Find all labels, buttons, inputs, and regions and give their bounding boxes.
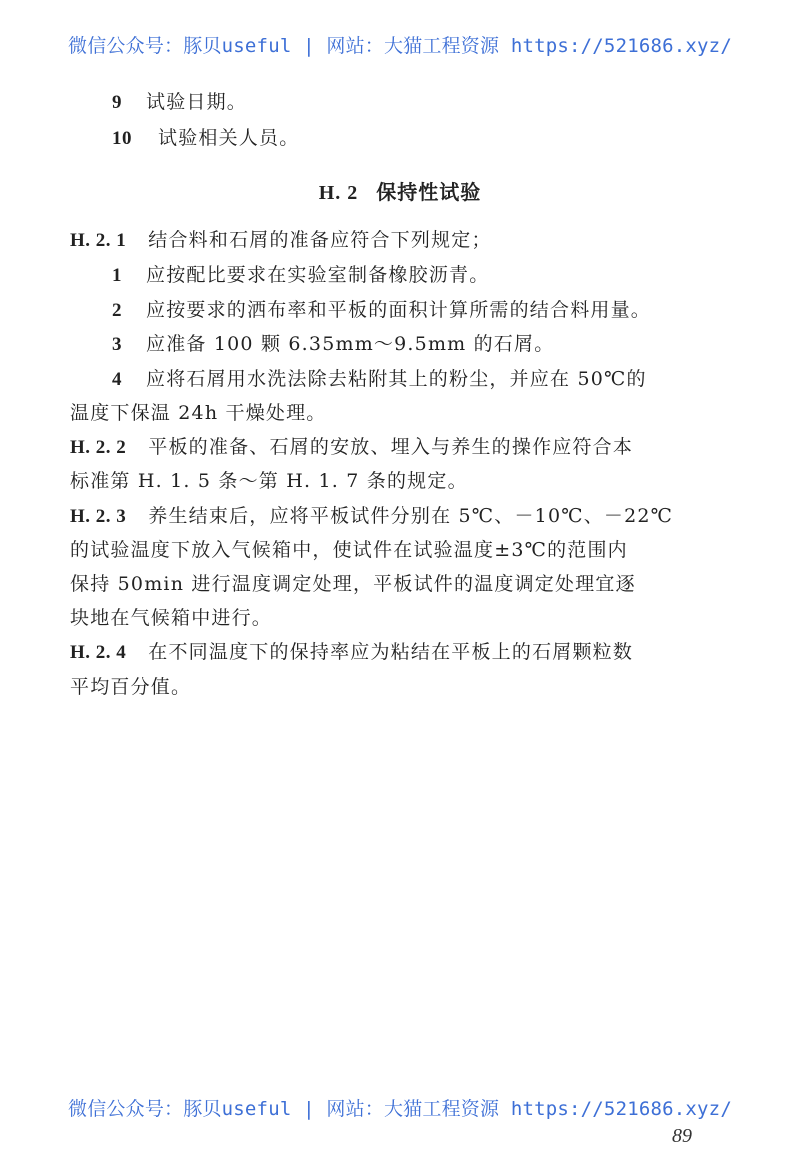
list-item-continuation: 温度下保温 24h 干燥处理。 [70, 402, 327, 424]
list-item [112, 365, 647, 394]
item-text: 应按配比要求在实验室制备橡胶沥青。 [146, 264, 490, 286]
list-item [112, 88, 247, 117]
clause-h-2-3 [70, 502, 673, 531]
item-number: 10 [112, 128, 132, 149]
clause-h-2-2 [70, 433, 633, 462]
list-item [112, 296, 651, 325]
clause-number: H. 2. 2 [70, 437, 127, 458]
item-number: 2 [112, 300, 122, 321]
clause-text-continuation: 平均百分值。 [70, 676, 192, 698]
clause-h-2-4 [70, 638, 633, 667]
clause-text: 平板的准备、石屑的安放、埋入与养生的操作应符合本 [148, 436, 634, 458]
item-number: 9 [112, 92, 122, 113]
clause-text: 养生结束后，应将平板试件分别在 5℃、－10℃、－22℃ [148, 505, 674, 527]
list-item [112, 124, 299, 153]
page-number: 89 [672, 1125, 692, 1147]
item-text: 应将石屑用水洗法除去粘附其上的粉尘，并应在 50℃的 [146, 368, 647, 390]
clause-text-continuation: 块地在气候箱中进行。 [70, 607, 273, 629]
item-text: 应准备 100 颗 6.35mm～9.5mm 的石屑。 [146, 333, 555, 355]
item-number: 3 [112, 334, 122, 355]
watermark-bottom: 微信公众号：豚贝useful | 网站：大猫工程资源 https://521686.xyz/ [68, 1098, 732, 1120]
clause-number: H. 2. 1 [70, 230, 127, 251]
clause-text-continuation: 的试验温度下放入气候箱中，使试件在试验温度±3℃的范围内 [70, 539, 628, 561]
clause-text-continuation: 保持 50min 进行温度调定处理，平板试件的温度调定处理宜逐 [70, 573, 636, 595]
clause-text: 在不同温度下的保持率应为粘结在平板上的石屑颗粒数 [148, 641, 634, 663]
watermark-top: 微信公众号：豚贝useful | 网站：大猫工程资源 https://521686.xyz/ [68, 35, 732, 57]
item-number: 1 [112, 265, 122, 286]
clause-h-2-1 [70, 226, 492, 255]
section-heading [0, 176, 800, 205]
item-number: 4 [112, 369, 122, 390]
item-text: 试验日期。 [146, 91, 248, 113]
section-number: H. 2 [318, 182, 359, 204]
list-item [112, 330, 554, 359]
clause-number: H. 2. 3 [70, 506, 127, 527]
section-title: 保持性试验 [376, 180, 482, 204]
clause-number: H. 2. 4 [70, 642, 127, 663]
clause-text: 结合料和石屑的准备应符合下列规定； [148, 229, 492, 251]
item-text: 应按要求的洒布率和平板的面积计算所需的结合料用量。 [146, 299, 652, 321]
clause-text-continuation: 标准第 H. 1. 5 条～第 H. 1. 7 条的规定。 [70, 470, 468, 492]
list-item [112, 261, 489, 290]
item-text: 试验相关人员。 [158, 127, 300, 149]
